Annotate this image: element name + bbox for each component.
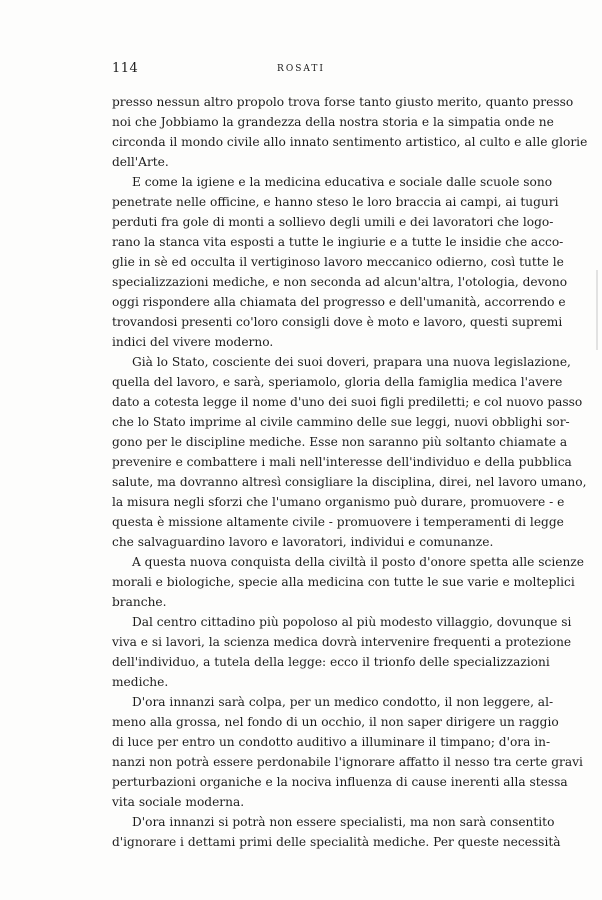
running-title: ROSATI: [277, 64, 325, 74]
text-line: presso nessun altro propolo trova forse tanto giusto merito, quanto presso: [112, 95, 574, 109]
text-line: penetrate nelle officine, e hanno steso le loro braccia ai campi, ai tuguri: [112, 195, 559, 209]
text-line: specializzazioni mediche, e non seconda ad alcun'altra, l'otologia, devono: [112, 275, 568, 289]
text-line: dell'Arte.: [112, 155, 169, 169]
text-line: vita sociale moderna.: [112, 795, 245, 809]
text-line: oggi rispondere alla chiamata del progresso e dell'umanità, accorrendo e: [112, 295, 566, 309]
text-line: glie in sè ed occulta il vertiginoso lavoro meccanico odierno, così tutte le: [112, 255, 564, 269]
page-number: 114: [112, 61, 139, 76]
text-line: Già lo Stato, cosciente dei suoi doveri, prapara una nuova legislazione,: [132, 355, 571, 369]
text-line: mediche.: [112, 675, 169, 689]
text-line: che salvaguardino lavoro e lavoratori, individui e comunanze.: [112, 535, 494, 549]
text-line: viva e si lavori, la scienza medica dovrà intervenire frequenti a protezione: [112, 635, 572, 649]
text-line: nanzi non potrà essere perdonabile l'ignorare affatto il nesso tra certe gravi: [112, 755, 583, 769]
text-line: quella del lavoro, e sarà, speriamolo, gloria della famiglia medica l'avere: [112, 375, 563, 389]
text-line: rano la stanca vita esposti a tutte le ingiurie e a tutte le insidie che acco-: [112, 235, 564, 249]
text-line: branche.: [112, 595, 167, 609]
text-line: salute, ma dovranno altresì consigliare la disciplina, direi, nel lavoro umano,: [112, 475, 587, 489]
text-line: che lo Stato imprime al civile cammino delle sue leggi, nuovi obblighi sor-: [112, 415, 570, 429]
text-line: trovandosi presenti co'loro consigli dove è moto e lavoro, questi supremi: [112, 315, 563, 329]
text-line: questa è missione altamente civile - promuovere i temperamenti di legge: [112, 515, 564, 529]
body-text: [112, 92, 588, 852]
text-line: E come la igiene e la medicina educativa e sociale dalle scuole sono: [132, 175, 553, 189]
text-line: noi che Jobbiamo la grandezza della nostra storia e la simpatia onde ne: [112, 115, 554, 129]
text-line: Dal centro cittadino più popoloso al più modesto villaggio, dovunque si: [132, 615, 572, 629]
text-line: prevenire e combattere i mali nell'interesse dell'individuo e della pubblica: [112, 455, 572, 469]
text-line: perturbazioni organiche e la nociva influenza di cause inerenti alla stessa: [112, 775, 568, 789]
text-line: dell'individuo, a tutela della legge: ecco il trionfo delle specializzazioni: [112, 655, 550, 669]
text-line: la misura negli sforzi che l'umano organismo può durare, promuovere - e: [112, 495, 565, 509]
text-line: morali e biologiche, specie alla medicina con tutte le sue varie e molteplici: [112, 575, 575, 589]
text-line: circonda il mondo civile allo innato sentimento artistico, al culto e alle glorie: [112, 135, 588, 149]
text-line: A questa nuova conquista della civiltà il posto d'onore spetta alle scienze: [132, 555, 584, 569]
text-line: D'ora innanzi si potrà non essere specialisti, ma non sarà consentito: [132, 815, 555, 829]
text-line: gono per le discipline mediche. Esse non saranno più soltanto chiamate a: [112, 435, 568, 449]
text-line: perduti fra gole di monti a sollievo degli umili e dei lavoratori che logo-: [112, 215, 554, 229]
text-line: di luce per entro un condotto auditivo a illuminare il timpano; d'ora in-: [112, 735, 551, 749]
page-edge-shadow: [596, 270, 598, 350]
text-line: meno alla grossa, nel fondo di un occhio, il non saper dirigere un raggio: [112, 715, 559, 729]
text-line: d'ignorare i dettami primi delle specialità mediche. Per queste necessità: [112, 835, 561, 849]
text-line: indici del vivere moderno.: [112, 335, 274, 349]
text-line: D'ora innanzi sarà colpa, per un medico condotto, il non leggere, al-: [132, 695, 554, 709]
text-line: dato a cotesta legge il nome d'uno dei suoi figli prediletti; e col nuovo passo: [112, 395, 583, 409]
